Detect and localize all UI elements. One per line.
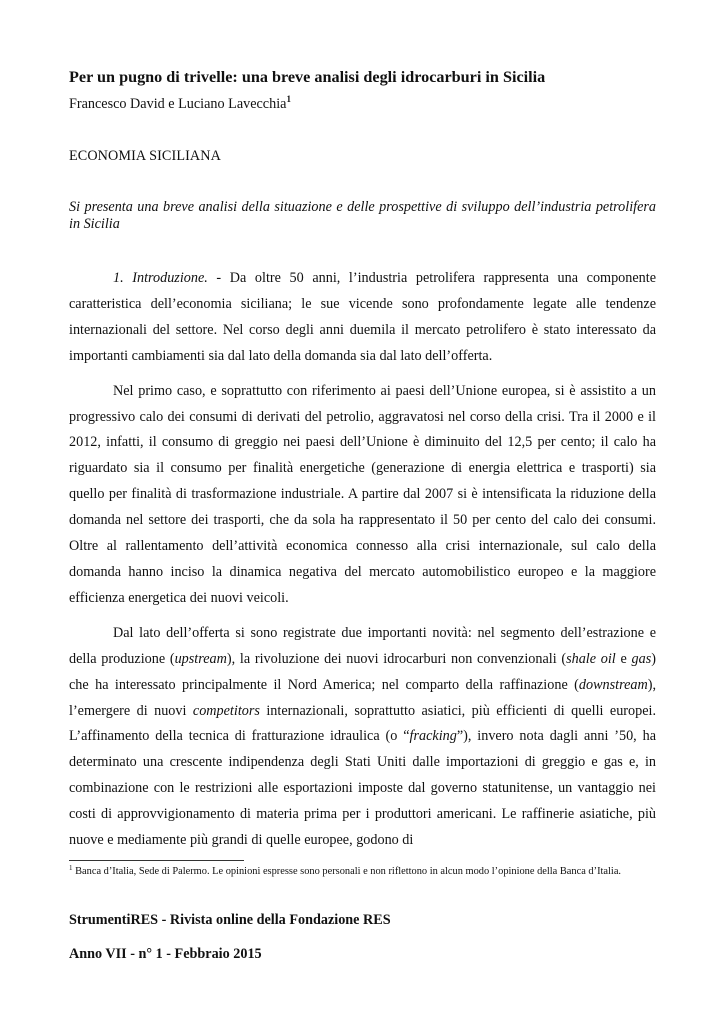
paragraph-supply: [69, 621, 656, 854]
issue-info: Anno VII - n° 1 - Febbraio 2015: [69, 946, 262, 962]
emphasis-gas: gas: [631, 650, 652, 667]
footnote-divider: [69, 860, 244, 861]
text-run: e: [615, 650, 632, 667]
emphasis-fracking: fracking: [409, 728, 457, 745]
article-title: Per un pugno di trivelle: una breve analisi degli idrocarburi in Sicilia: [69, 68, 546, 86]
introduction-heading: 1. Introduzione.: [113, 270, 208, 286]
author-footnote-mark: 1: [286, 94, 291, 104]
text-run: ) che ha interessato principalmente il Nord America; nel comparto della raffinazione (: [69, 650, 656, 693]
text-run: ), l’emergere di nuovi: [69, 676, 656, 719]
section-label: ECONOMIA SICILIANA: [69, 148, 221, 164]
paragraph-introduction: [69, 266, 656, 370]
paragraph-introduction-text: - Da oltre 50 anni, l’industria petrolifera rappresenta una componente caratteristica dell’economia siciliana; le sue vicende sono profondamente legate alle tendenze internazionali del settore. Nel corso degli anni duemila il mercato petrolifero è stato interessato da importanti cambiamenti sia dal lato della domanda sia dal lato dell’offerta.: [69, 270, 656, 364]
article-body: [69, 266, 656, 863]
article-abstract: Si presenta una breve analisi della situazione e delle prospettive di sviluppo dell’industria petrolifera in Sicilia: [69, 199, 656, 232]
emphasis-competitors: competitors: [192, 702, 260, 719]
text-run: ), la rivoluzione dei nuovi idrocarburi non convenzionali (: [226, 650, 567, 667]
authors-text: Francesco David e Luciano Lavecchia: [69, 96, 287, 112]
footnote: [69, 865, 656, 878]
emphasis-shale-oil: shale oil: [566, 650, 616, 667]
text-run: Dal lato dell’offerta si sono registrate due importanti novità: nel segmento dell’estrazione e della produzione (: [69, 624, 656, 667]
footnote-text: Banca d’Italia, Sede di Palermo. Le opinioni espresse sono personali e non riflettono in alcun modo l’opinione della Banca d’Italia.: [72, 866, 622, 877]
footnote-mark: 1: [69, 864, 73, 872]
emphasis-upstream: upstream: [174, 650, 227, 667]
paragraph-demand: Nel primo caso, e soprattutto con riferimento ai paesi dell’Unione europea, si è assistito a un progressivo calo dei consumi di derivati del petrolio, aggravatosi nel corso della crisi. Tra il 2000 e il 2012, infatti, il consumo di greggio nei paesi dell’Unione è diminuito del 12,5 per cento; il calo ha riguardato sia il consumo per finalità energetiche (generazione di energia elettrica e trasporti) sia quello per finalità di trasformazione industriale. A partire dal 2007 si è intensificata la riduzione della domanda nel settore dei trasporti, che da sola ha rappresentato il 50 per cento del calo dei consumi. Oltre al rallentamento dell’attività economica connesso alla crisi internazionale, sul calo della domanda hanno inciso la dinamica negativa del mercato automobilistico europeo e la maggiore efficienza energetica dei nuovi veicoli.: [69, 382, 656, 606]
text-run: internazionali, soprattutto asiatici, più efficienti di quelli europei. L’affinamento della tecnica di fratturazione idraulica (o “: [69, 702, 657, 745]
emphasis-downstream: downstream: [578, 676, 648, 693]
article-authors: [69, 96, 291, 113]
text-run: ”), invero nota dagli anni ’50, ha determinato una crescente indipendenza degli Stati Uniti dalle importazioni di greggio e gas e, in combinazione con le restrizioni alle esportazioni imposte dal governo statunitense, un vantaggio nei costi di approvvigionamento di materia prima per i produttori americani. Le raffinerie asiatiche, più nuove e mediamente più grandi di quelle europee, godono di: [69, 728, 657, 849]
journal-name: StrumentiRES - Rivista online della Fondazione RES: [69, 912, 391, 928]
